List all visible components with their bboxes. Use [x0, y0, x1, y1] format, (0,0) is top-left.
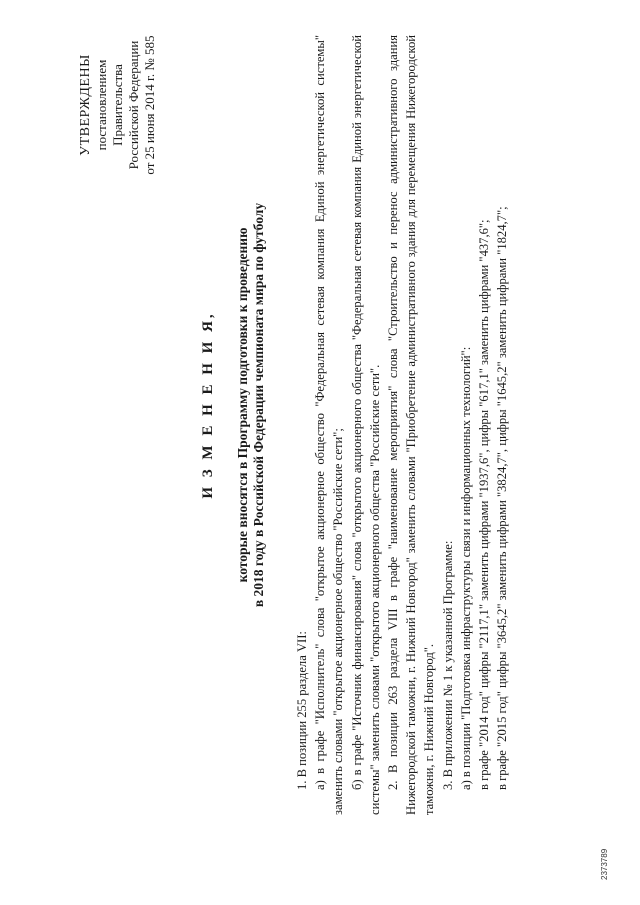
paragraph: в графе "2014 год" цифры "2117,1" заменить цифрами "1937,6", цифры "617,1" заменить цифрами "437,6";	[477, 219, 492, 790]
title-subtitle-line-1: которые вносятся в Программу подготовки к проведению	[235, 227, 250, 583]
paragraph: а) в позиции "Подготовка инфраструктуры связи и информационных технологий":	[458, 346, 473, 790]
title-main: И З М Е Н Е Н И Я,	[200, 311, 216, 499]
document-title	[200, 55, 267, 755]
approval-stamp	[78, 20, 158, 190]
paragraph: 3. В приложении № 1 к указанной Программе:	[440, 540, 455, 790]
approval-line-1: постановлением Правительства	[94, 59, 125, 151]
paragraph: 1. В позиции 255 раздела VII:	[295, 631, 309, 790]
paragraph: 2. В позиции 263 раздела VIII в графе "наименование мероприятия" слова "Строительство и перенос административного здания Нижегородской таможни, г. Нижний Новгород" заменить словами "Приобретение административного здания для перемещения Нижегородской таможни, г. Нижний Новгород".	[386, 35, 437, 815]
paragraph: в графе "2015 год" цифры "3645,2" заменить цифрами "3824,7", цифры "1645,2" заменить цифрами "1824,7";	[495, 206, 510, 790]
approval-heading: УТВЕРЖДЕНЫ	[78, 54, 93, 156]
approval-line-2: Российской Федерации	[126, 40, 141, 170]
title-subtitle-line-2: в 2018 году в Российской Федерации чемпионата мира по футболу	[251, 202, 266, 608]
document-number: 2373789	[600, 848, 609, 880]
paragraph: а) в графе "Исполнитель" слова "открытое акционерное общество "Федеральная сетевая компания Единой энергетической системы" заменить словами "открытое акционерное общество "Российские сети";	[313, 35, 346, 815]
approval-line-3: от 25 июня 2014 г. № 585	[142, 35, 157, 175]
document-body	[293, 35, 511, 815]
paragraph: б) в графе "Источник финансирования" слова "открытого акционерного общества "Федеральная сетевая компания Единой энергетической системы" заменить словами "открытого акционерного общества "Российские сети".	[349, 35, 382, 815]
